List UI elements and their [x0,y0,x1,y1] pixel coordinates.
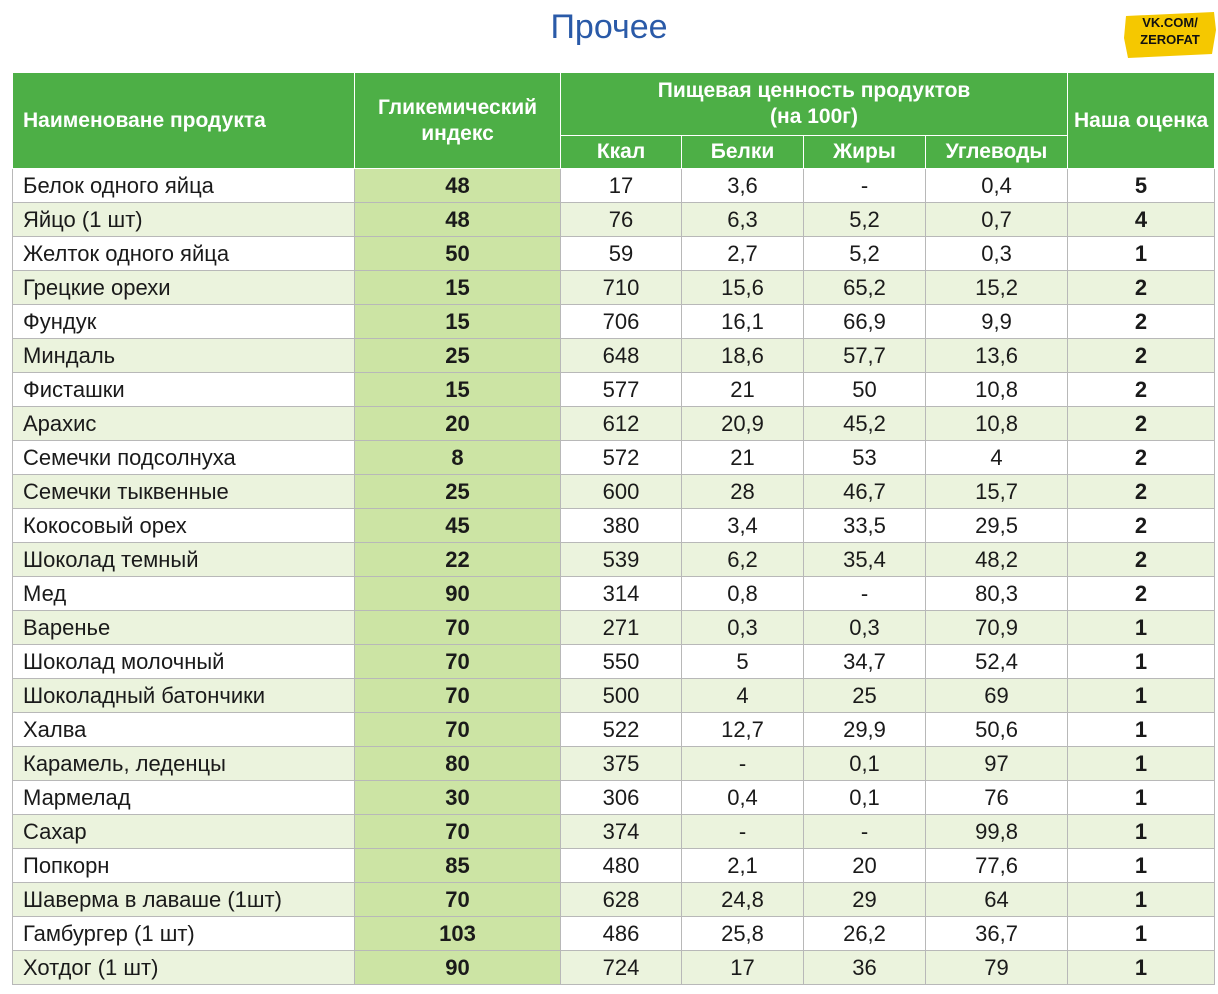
row-carbs: 0,3 [926,237,1068,271]
row-name: Попкорн [13,849,355,883]
row-gi: 85 [355,849,561,883]
row-kcal: 710 [561,271,682,305]
row-name: Гамбургер (1 шт) [13,917,355,951]
row-name: Шоколад темный [13,543,355,577]
row-protein: 15,6 [682,271,804,305]
row-gi: 15 [355,271,561,305]
row-fat: 29,9 [804,713,926,747]
row-fat: 36 [804,951,926,985]
row-carbs: 10,8 [926,407,1068,441]
row-name: Мармелад [13,781,355,815]
row-protein: 0,3 [682,611,804,645]
row-protein: 4 [682,679,804,713]
row-gi: 30 [355,781,561,815]
row-carbs: 64 [926,883,1068,917]
table-row [13,407,1215,441]
table-row [13,713,1215,747]
row-fat: - [804,169,926,203]
row-kcal: 374 [561,815,682,849]
row-carbs: 9,9 [926,305,1068,339]
table-row [13,509,1215,543]
row-gi: 22 [355,543,561,577]
header-carbs: Углеводы [926,136,1068,169]
row-carbs: 76 [926,781,1068,815]
row-carbs: 70,9 [926,611,1068,645]
table-row [13,339,1215,373]
row-gi: 48 [355,203,561,237]
row-carbs: 50,6 [926,713,1068,747]
table-row [13,679,1215,713]
row-fat: 0,1 [804,781,926,815]
row-score: 2 [1068,543,1215,577]
row-carbs: 36,7 [926,917,1068,951]
row-kcal: 375 [561,747,682,781]
row-protein: 17 [682,951,804,985]
row-score: 1 [1068,815,1215,849]
row-kcal: 500 [561,679,682,713]
row-kcal: 628 [561,883,682,917]
row-gi: 20 [355,407,561,441]
row-gi: 45 [355,509,561,543]
table-row [13,645,1215,679]
row-kcal: 706 [561,305,682,339]
row-score: 4 [1068,203,1215,237]
row-gi: 70 [355,611,561,645]
row-name: Кокосовый орех [13,509,355,543]
row-name: Фундук [13,305,355,339]
row-carbs: 97 [926,747,1068,781]
row-carbs: 99,8 [926,815,1068,849]
row-gi: 15 [355,373,561,407]
table-row [13,271,1215,305]
row-protein: 2,1 [682,849,804,883]
header-nutrition-line1: Пищевая ценность продуктов [657,79,971,102]
row-name: Мед [13,577,355,611]
row-kcal: 572 [561,441,682,475]
row-score: 2 [1068,577,1215,611]
row-score: 2 [1068,373,1215,407]
table-row [13,815,1215,849]
row-carbs: 79 [926,951,1068,985]
row-fat: 29 [804,883,926,917]
row-fat: 26,2 [804,917,926,951]
row-protein: 6,3 [682,203,804,237]
row-kcal: 522 [561,713,682,747]
row-name: Семечки подсолнуха [13,441,355,475]
badge-line1: VK.COM/ [1142,15,1198,30]
row-carbs: 10,8 [926,373,1068,407]
row-carbs: 15,7 [926,475,1068,509]
row-fat: 20 [804,849,926,883]
row-name: Желток одного яйца [13,237,355,271]
row-gi: 70 [355,883,561,917]
row-score: 2 [1068,339,1215,373]
row-protein: 28 [682,475,804,509]
table-row [13,543,1215,577]
row-name: Арахис [13,407,355,441]
row-name: Шоколад молочный [13,645,355,679]
row-name: Шаверма в лаваше (1шт) [13,883,355,917]
row-score: 1 [1068,883,1215,917]
table-row [13,237,1215,271]
row-score: 1 [1068,917,1215,951]
table-row [13,951,1215,985]
row-gi: 48 [355,169,561,203]
row-gi: 25 [355,339,561,373]
row-score: 1 [1068,849,1215,883]
row-gi: 8 [355,441,561,475]
row-name: Хотдог (1 шт) [13,951,355,985]
row-protein: 6,2 [682,543,804,577]
header-nutrition-line2: (на 100г) [770,105,858,128]
row-fat: 50 [804,373,926,407]
row-kcal: 577 [561,373,682,407]
row-gi: 70 [355,815,561,849]
row-protein: 16,1 [682,305,804,339]
row-score: 5 [1068,169,1215,203]
table-row [13,883,1215,917]
table-row [13,373,1215,407]
row-score: 1 [1068,951,1215,985]
header-protein: Белки [682,136,804,169]
header-nutrition [561,73,1068,136]
row-fat: 5,2 [804,237,926,271]
row-kcal: 380 [561,509,682,543]
row-score: 2 [1068,475,1215,509]
row-protein: 0,4 [682,781,804,815]
row-fat: 66,9 [804,305,926,339]
row-carbs: 13,6 [926,339,1068,373]
row-kcal: 306 [561,781,682,815]
table-row [13,781,1215,815]
row-fat: 5,2 [804,203,926,237]
row-kcal: 724 [561,951,682,985]
row-fat: 57,7 [804,339,926,373]
table-row [13,747,1215,781]
table-row [13,203,1215,237]
header-score: Наша оценка [1068,73,1215,169]
table-row [13,475,1215,509]
row-carbs: 0,4 [926,169,1068,203]
row-protein: 20,9 [682,407,804,441]
row-name: Халва [13,713,355,747]
row-carbs: 29,5 [926,509,1068,543]
row-name: Сахар [13,815,355,849]
row-score: 1 [1068,747,1215,781]
row-score: 2 [1068,407,1215,441]
row-kcal: 600 [561,475,682,509]
row-gi: 15 [355,305,561,339]
row-fat: 0,3 [804,611,926,645]
row-name: Фисташки [13,373,355,407]
table-row [13,611,1215,645]
row-fat: 25 [804,679,926,713]
table-row [13,917,1215,951]
row-kcal: 314 [561,577,682,611]
header-fat: Жиры [804,136,926,169]
row-fat: 45,2 [804,407,926,441]
row-kcal: 480 [561,849,682,883]
row-protein: 5 [682,645,804,679]
row-carbs: 48,2 [926,543,1068,577]
row-protein: 12,7 [682,713,804,747]
products-table [12,72,1215,985]
badge-text [1122,14,1218,48]
row-name: Семечки тыквенные [13,475,355,509]
row-carbs: 69 [926,679,1068,713]
row-score: 1 [1068,679,1215,713]
row-name: Шоколадный батончики [13,679,355,713]
row-gi: 90 [355,577,561,611]
row-score: 2 [1068,271,1215,305]
row-fat: 0,1 [804,747,926,781]
header-kcal: Ккал [561,136,682,169]
row-name: Миндаль [13,339,355,373]
row-carbs: 0,7 [926,203,1068,237]
row-fat: 33,5 [804,509,926,543]
row-protein: - [682,815,804,849]
row-protein: - [682,747,804,781]
row-carbs: 80,3 [926,577,1068,611]
row-gi: 70 [355,645,561,679]
row-protein: 3,4 [682,509,804,543]
row-protein: 0,8 [682,577,804,611]
row-kcal: 271 [561,611,682,645]
row-protein: 25,8 [682,917,804,951]
row-kcal: 612 [561,407,682,441]
table-row [13,577,1215,611]
row-score: 2 [1068,305,1215,339]
row-gi: 70 [355,713,561,747]
row-kcal: 486 [561,917,682,951]
table-row [13,849,1215,883]
row-kcal: 59 [561,237,682,271]
row-gi: 90 [355,951,561,985]
page-title: Прочее [550,8,668,46]
row-fat: 53 [804,441,926,475]
row-gi: 50 [355,237,561,271]
row-carbs: 4 [926,441,1068,475]
row-gi: 70 [355,679,561,713]
table-row [13,441,1215,475]
row-score: 1 [1068,713,1215,747]
row-name: Варенье [13,611,355,645]
row-name: Карамель, леденцы [13,747,355,781]
row-score: 1 [1068,237,1215,271]
row-gi: 80 [355,747,561,781]
row-score: 2 [1068,441,1215,475]
row-fat: 35,4 [804,543,926,577]
row-kcal: 17 [561,169,682,203]
row-carbs: 15,2 [926,271,1068,305]
row-score: 1 [1068,781,1215,815]
row-fat: - [804,815,926,849]
row-gi: 103 [355,917,561,951]
row-protein: 18,6 [682,339,804,373]
row-protein: 21 [682,441,804,475]
row-gi: 25 [355,475,561,509]
row-kcal: 550 [561,645,682,679]
row-carbs: 77,6 [926,849,1068,883]
row-name: Белок одного яйца [13,169,355,203]
row-name: Грецкие орехи [13,271,355,305]
header-name: Наименоване продукта [13,73,355,169]
badge-line2: ZEROFAT [1140,32,1200,47]
row-protein: 21 [682,373,804,407]
row-protein: 24,8 [682,883,804,917]
table-body [13,169,1215,985]
row-fat: - [804,577,926,611]
table-row [13,169,1215,203]
header-gi: Гликемический индекс [355,73,561,169]
row-carbs: 52,4 [926,645,1068,679]
row-score: 2 [1068,509,1215,543]
vk-zerofat-logo [1122,8,1218,60]
row-score: 1 [1068,645,1215,679]
table-row [13,305,1215,339]
row-score: 1 [1068,611,1215,645]
row-fat: 65,2 [804,271,926,305]
row-protein: 3,6 [682,169,804,203]
row-protein: 2,7 [682,237,804,271]
row-fat: 46,7 [804,475,926,509]
row-kcal: 539 [561,543,682,577]
row-name: Яйцо (1 шт) [13,203,355,237]
row-fat: 34,7 [804,645,926,679]
row-kcal: 648 [561,339,682,373]
row-kcal: 76 [561,203,682,237]
